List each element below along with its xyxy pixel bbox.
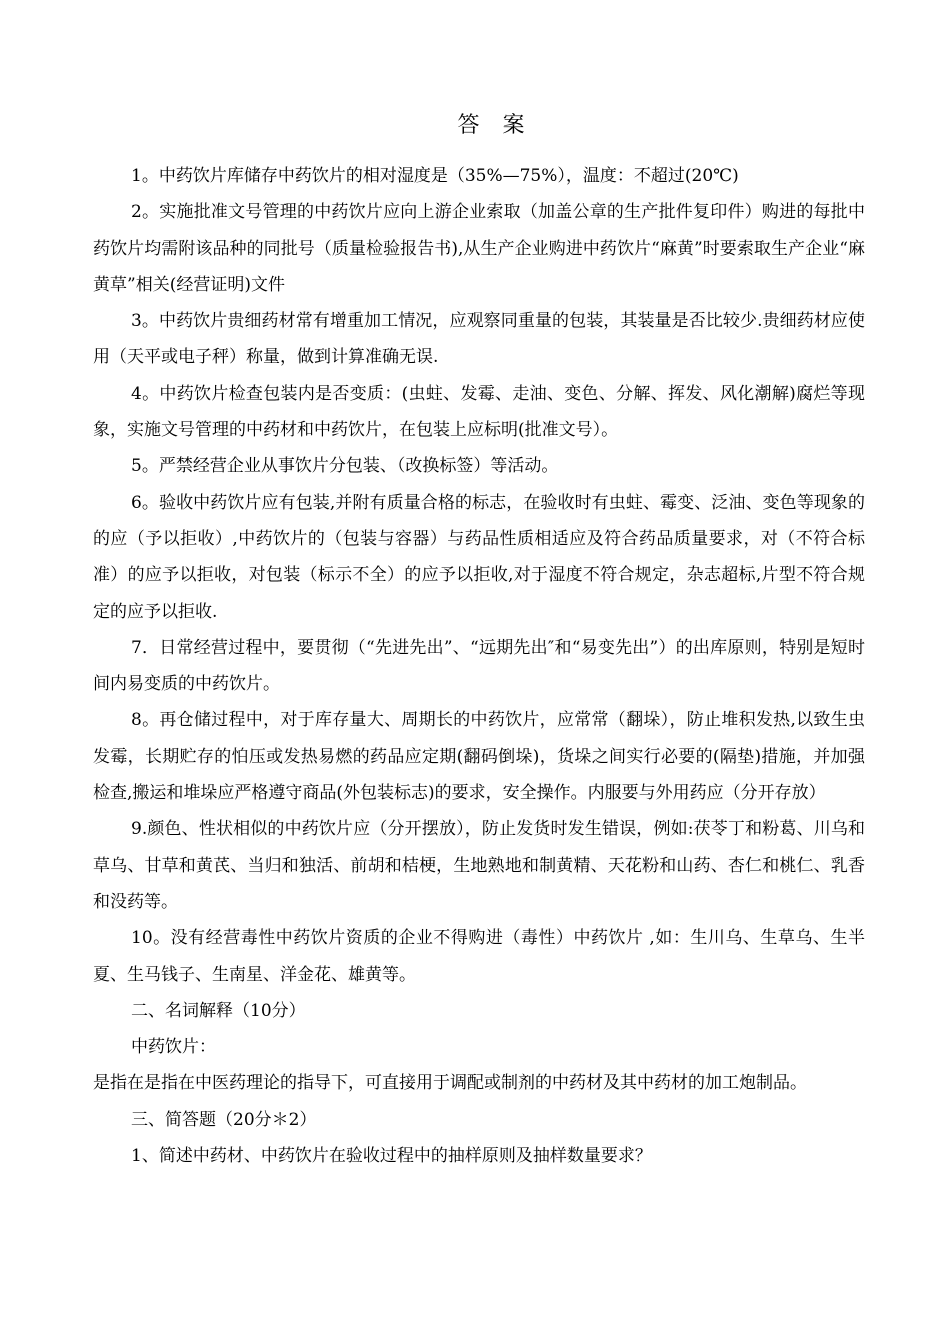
- paragraph-8: 8。再仓储过程中，对于库存量大、周期长的中药饮片，应常常（翻垛），防止堆积发热,以致生虫发霉，长期贮存的怕压或发热易燃的药品应定期(翻码倒垛)，货垛之间实行必要的(隔垫)措施，并加强检查,搬运和堆垛应严格遵守商品(外包装标志)的要求，安全操作。内服要与外用药应（分开存放）: [93, 710, 865, 804]
- paragraph-7: 7．日常经营过程中，要贯彻（“先进先出”、“远期先出″和“易变先出”）的出库原则，特别是短时间内易变质的中药饮片。: [93, 637, 865, 695]
- paragraph-3: 3。中药饮片贵细药材常有增重加工情况，应观察同重量的包装，其装量是否比较少.贵细药材应使用（天平或电子秤）称量，做到计算准确无误.: [93, 311, 865, 368]
- page-title: 答 案: [457, 113, 533, 138]
- document-body: [93, 158, 865, 1174]
- paragraph-14: 三、简答题（20分＊2）: [131, 1109, 317, 1130]
- paragraph-5: 5。严禁经营企业从事饮片分包装、（改换标签）等活动。: [131, 456, 559, 477]
- paragraph-4: 4。中药饮片检查包装内是否变质：(虫蛀、发霉、走油、变色、分解、挥发、风化潮解)腐烂等现象，实施文号管理的中药材和中药饮片，在包装上应标明(批准文号）。: [93, 383, 865, 441]
- paragraph-9: 9.颜色、性状相似的中药饮片应（分开摆放），防止发货时发生错误，例如:茯苓丁和粉葛、川乌和草乌、甘草和黄芪、当归和独活、前胡和桔梗，生地熟地和制黄精、天花粉和山药、杏仁和桃仁、乳香和没药等。: [93, 819, 865, 912]
- paragraph-10: 10。没有经营毒性中药饮片资质的企业不得购进（毒性）中药饮片 ,如：生川乌、生草乌、生半夏、生马钱子、生南星、洋金花、雄黄等。: [93, 928, 865, 985]
- paragraph-15: 1、简述中药材、中药饮片在验收过程中的抽样原则及抽样数量要求？: [131, 1146, 652, 1167]
- paragraph-11: 二、名词解释（10分）: [131, 1000, 306, 1021]
- paragraph-1: 1。中药饮片库储存中药饮片的相对湿度是（35%—75%），温度：不超过(20℃): [131, 166, 739, 186]
- paragraph-12: 中药饮片：: [131, 1037, 216, 1058]
- paragraph-6: 6。验收中药饮片应有包装,并附有质量合格的标志，在验收时有虫蛀、霉变、泛油、变色等现象的的应（予以拒收）,中药饮片的（包装与容器）与药品性质相适应及符合药品质量要求，对（不符合标准）的应予以拒收，对包装（标示不全）的应予以拒收,对于湿度不符合规定，杂志超标,片型不符合规定的应予以拒收.: [93, 492, 865, 622]
- paragraph-13: 是指在是指在中医药理论的指导下，可直接用于调配或制剂的中药材及其中药材的加工炮制品。: [93, 1073, 807, 1094]
- paragraph-2: 2。实施批准文号管理的中药饮片应向上游企业索取（加盖公章的生产批件复印件）购进的每批中药饮片均需附该品种的同批号（质量检验报告书),从生产企业购进中药饮片“麻黄”时要索取生产企业“麻黄草”相关(经营证明)文件: [93, 202, 865, 295]
